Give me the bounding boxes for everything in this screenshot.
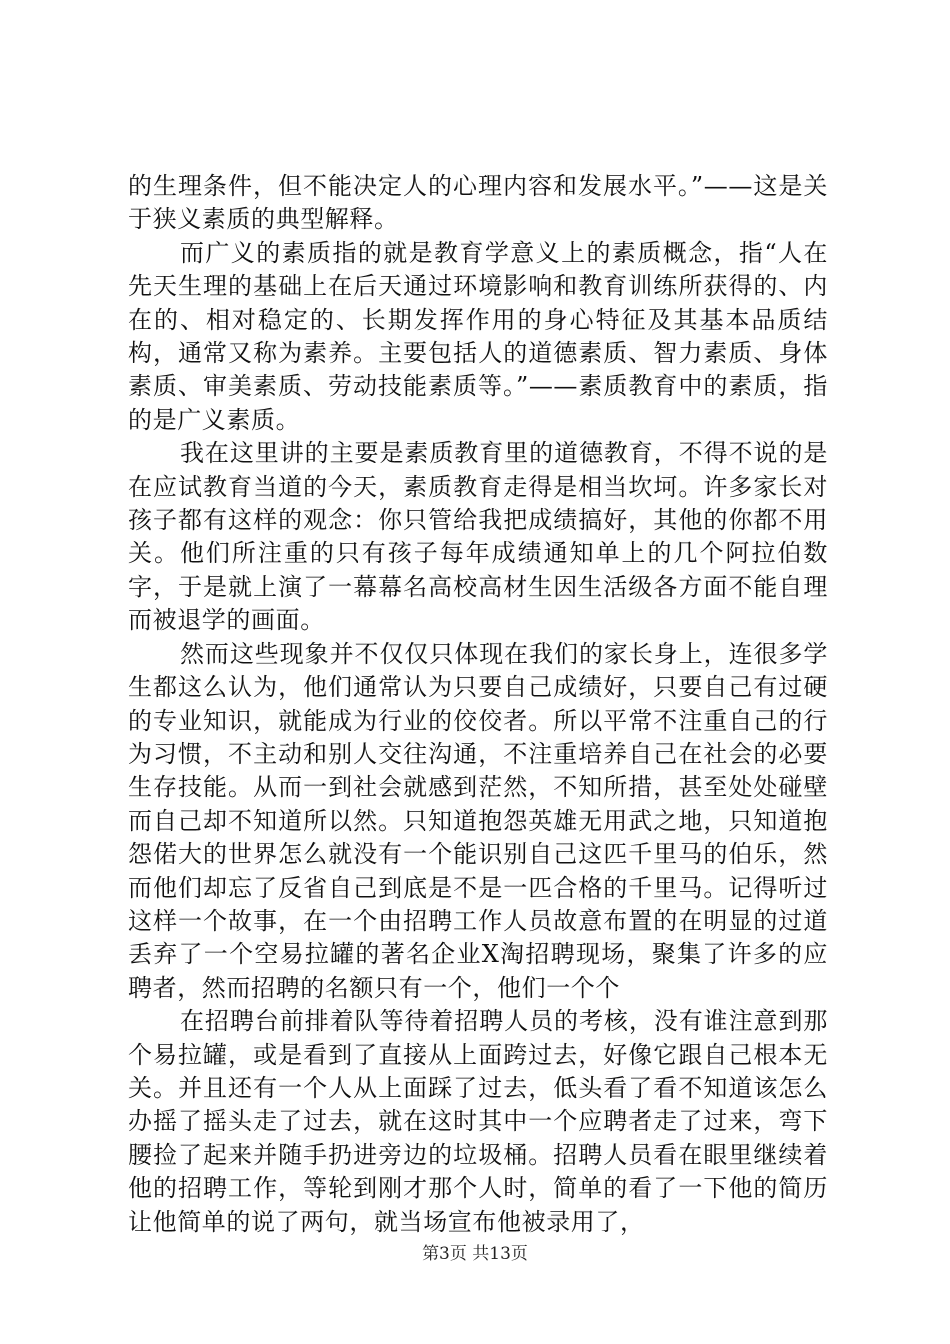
paragraph-5: 在招聘台前排着队等待着招聘人员的考核，没有谁注意到那个易拉罐，或是看到了直接从上面跨过去，好像它跟自己根本无关。并且还有一个人从上面踩了过去，低头看了看不知道该怎么办摇了摇头走了过去，就在这时其中一个应聘者走了过来，弯下腰捡了起来并随手扔进旁边的垃圾桶。招聘人员看在眼里继续着他的招聘工作，等轮到刚才那个人时，简单的看了一下他的简历让他简单的说了两句，就当场宣布他被录用了，: [128, 1007, 828, 1236]
paragraph-1: 的生理条件，但不能决定人的心理内容和发展水平。”——这是关于狭义素质的典型解释。: [128, 172, 828, 234]
document-body: [128, 170, 828, 1239]
page-footer: 第3页 共13页: [422, 1244, 528, 1264]
paragraph-4: 然而这些现象并不仅仅只体现在我们的家长身上，连很多学生都这么认为，他们通常认为只要自己成绩好，只要自己有过硬的专业知识，就能成为行业的佼佼者。所以平常不注重自己的行为习惯，不主动和别人交往沟通，不注重培养自己在社会的必要生存技能。从而一到社会就感到茫然，不知所措，甚至处处碰壁而自己却不知道所以然。只知道抱怨英雄无用武之地，只知道抱怨偌大的世界怎么就没有一个能识别自己这匹千里马的伯乐，然而他们却忘了反省自己到底是不是一匹合格的千里马。记得听过这样一个故事，在一个由招聘工作人员故意布置的在明显的过道丢弃了一个空易拉罐的著名企业X淘招聘现场，聚集了许多的应聘者，然而招聘的名额只有一个，他们一个个: [128, 639, 828, 1002]
paragraph-2: 而广义的素质指的就是教育学意义上的素质概念，指“人在先天生理的基础上在后天通过环境影响和教育训练所获得的、内在的、相对稳定的、长期发挥作用的身心特征及其基本品质结构，通常又称为素养。主要包括人的道德素质、智力素质、身体素质、审美素质、劳动技能素质等。”——素质教育中的素质，指的是广义素质。: [128, 238, 828, 434]
paragraph-3: 我在这里讲的主要是素质教育里的道德教育，不得不说的是在应试教育当道的今天，素质教育走得是相当坎坷。许多家长对孩子都有这样的观念：你只管给我把成绩搞好，其他的你都不用关。他们所注重的只有孩子每年成绩通知单上的几个阿拉伯数字，于是就上演了一幕幕名高校高材生因生活级各方面不能自理而被退学的画面。: [128, 439, 828, 635]
